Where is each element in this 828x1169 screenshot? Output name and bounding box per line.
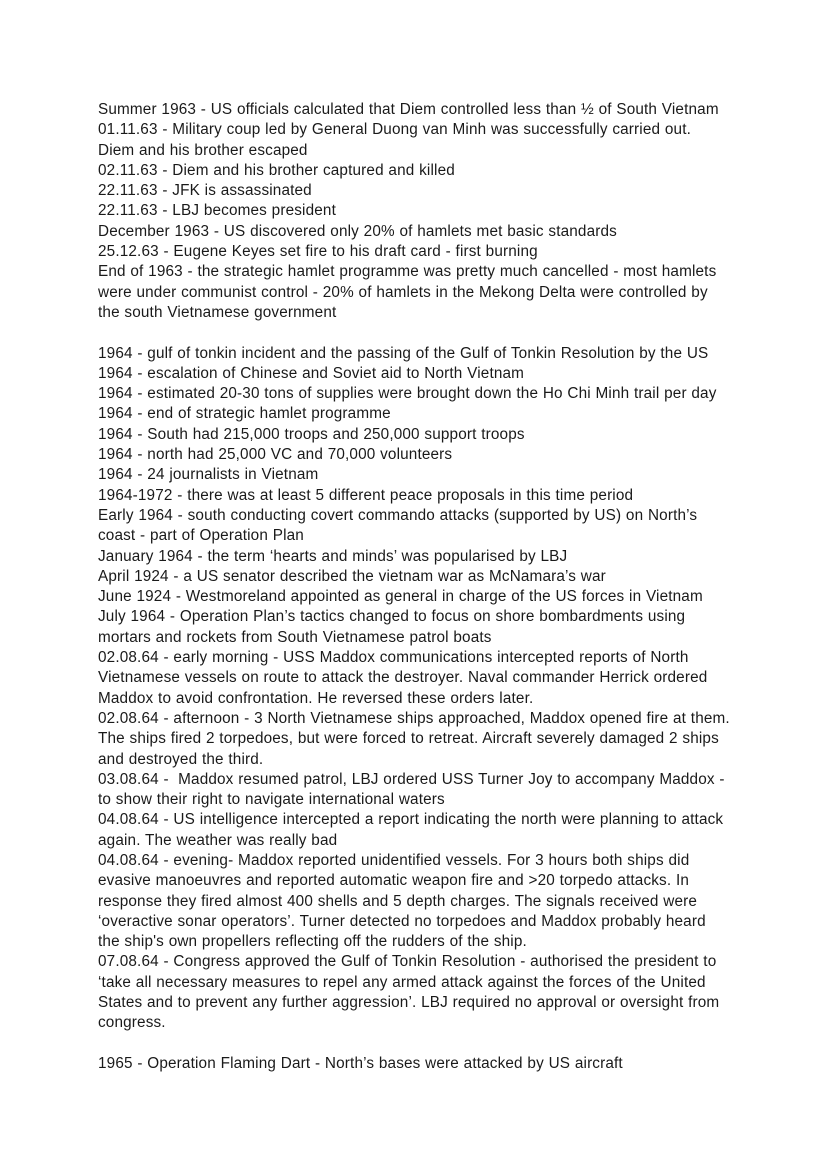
document-body: [98, 100, 735, 1074]
note-line: 1964 - end of strategic hamlet programme: [98, 405, 391, 423]
note-line: 04.08.64 - US intelligence intercepted a report indicating the north were planning to attack again. The weather was really bad: [98, 811, 728, 849]
note-line: June 1924 - Westmoreland appointed as general in charge of the US forces in Vietnam: [98, 588, 703, 606]
note-block: [98, 100, 730, 323]
note-block: [98, 1054, 730, 1074]
note-line: 1964 - estimated 20-30 tons of supplies were brought down the Ho Chi Minh trail per day: [98, 385, 717, 403]
note-line: 1964 - South had 215,000 troops and 250,000 support troops: [98, 425, 525, 443]
note-line: December 1963 - US discovered only 20% of hamlets met basic standards: [98, 222, 617, 240]
note-line: Summer 1963 - US officials calculated that Diem controlled less than ½ of South Vietnam: [98, 101, 719, 118]
note-line: 07.08.64 - Congress approved the Gulf of Tonkin Resolution - authorised the president to ‘take all necessary measures to repel any armed attack against the forces of the United States and to prevent any further aggression’. LBJ required no approval or oversight from congress.: [98, 953, 725, 1032]
note-block: [98, 344, 735, 1034]
note-line: 22.11.63 - LBJ becomes president: [98, 202, 336, 220]
note-line: 04.08.64 - evening- Maddox reported unidentified vessels. For 3 hours both ships did evasive manoeuvres and reported automatic weapon fire and >20 torpedo attacks. In response they fired almost 400 shells and 5 depth charges. The signals received were ‘overactive sonar operators’. Turner detected no torpedoes and Maddox probably heard the ship's own propellers reflecting off the rudders of the ship.: [98, 851, 711, 951]
note-line: 1964 - gulf of tonkin incident and the passing of the Gulf of Tonkin Resolution by the US: [98, 344, 709, 362]
note-line: 1964 - escalation of Chinese and Soviet aid to North Vietnam: [98, 364, 525, 382]
note-line: 25.12.63 - Eugene Keyes set fire to his draft card - first burning: [98, 243, 538, 261]
note-line: 1965 - Operation Flaming Dart - North’s bases were attacked by US aircraft: [98, 1054, 623, 1072]
note-line: 02.08.64 - early morning - USS Maddox communications intercepted reports of North Vietnamese vessels on route to attack the destroyer. Naval commander Herrick ordered Maddox to avoid confrontation. He reversed these orders later.: [98, 649, 713, 707]
note-line: April 1924 - a US senator described the vietnam war as McNamara’s war: [98, 567, 606, 585]
note-line: 22.11.63 - JFK is assassinated: [98, 182, 312, 200]
note-line: 1964-1972 - there was at least 5 different peace proposals in this time period: [98, 486, 634, 504]
note-line: 03.08.64 - Maddox resumed patrol, LBJ ordered USS Turner Joy to accompany Maddox - to show their right to navigate international waters: [98, 770, 730, 809]
note-line: 02.08.64 - afternoon - 3 North Vietnamese ships approached, Maddox opened fire at them. The ships fired 2 torpedoes, but were forced to retreat. Aircraft severely damaged 2 ships and destroyed the third.: [98, 709, 735, 768]
note-line: 1964 - 24 journalists in Vietnam: [98, 466, 319, 484]
note-line: 1964 - north had 25,000 VC and 70,000 volunteers: [98, 446, 453, 464]
note-line: July 1964 - Operation Plan’s tactics changed to focus on shore bombardments using mortars and rockets from South Vietnamese patrol boats: [98, 608, 690, 646]
note-line: January 1964 - the term ‘hearts and minds’ was popularised by LBJ: [98, 547, 568, 565]
note-line: 01.11.63 - Military coup led by General Duong van Minh was successfully carried out. Diem and his brother escaped: [98, 121, 696, 159]
note-line: 02.11.63 - Diem and his brother captured and killed: [98, 161, 455, 179]
note-line: Early 1964 - south conducting covert commando attacks (supported by US) on North’s coast - part of Operation Plan: [98, 506, 702, 545]
note-line: End of 1963 - the strategic hamlet programme was pretty much cancelled - most hamlets were under communist control - 20% of hamlets in the Mekong Delta were controlled by the south Vietnamese government: [98, 263, 722, 321]
